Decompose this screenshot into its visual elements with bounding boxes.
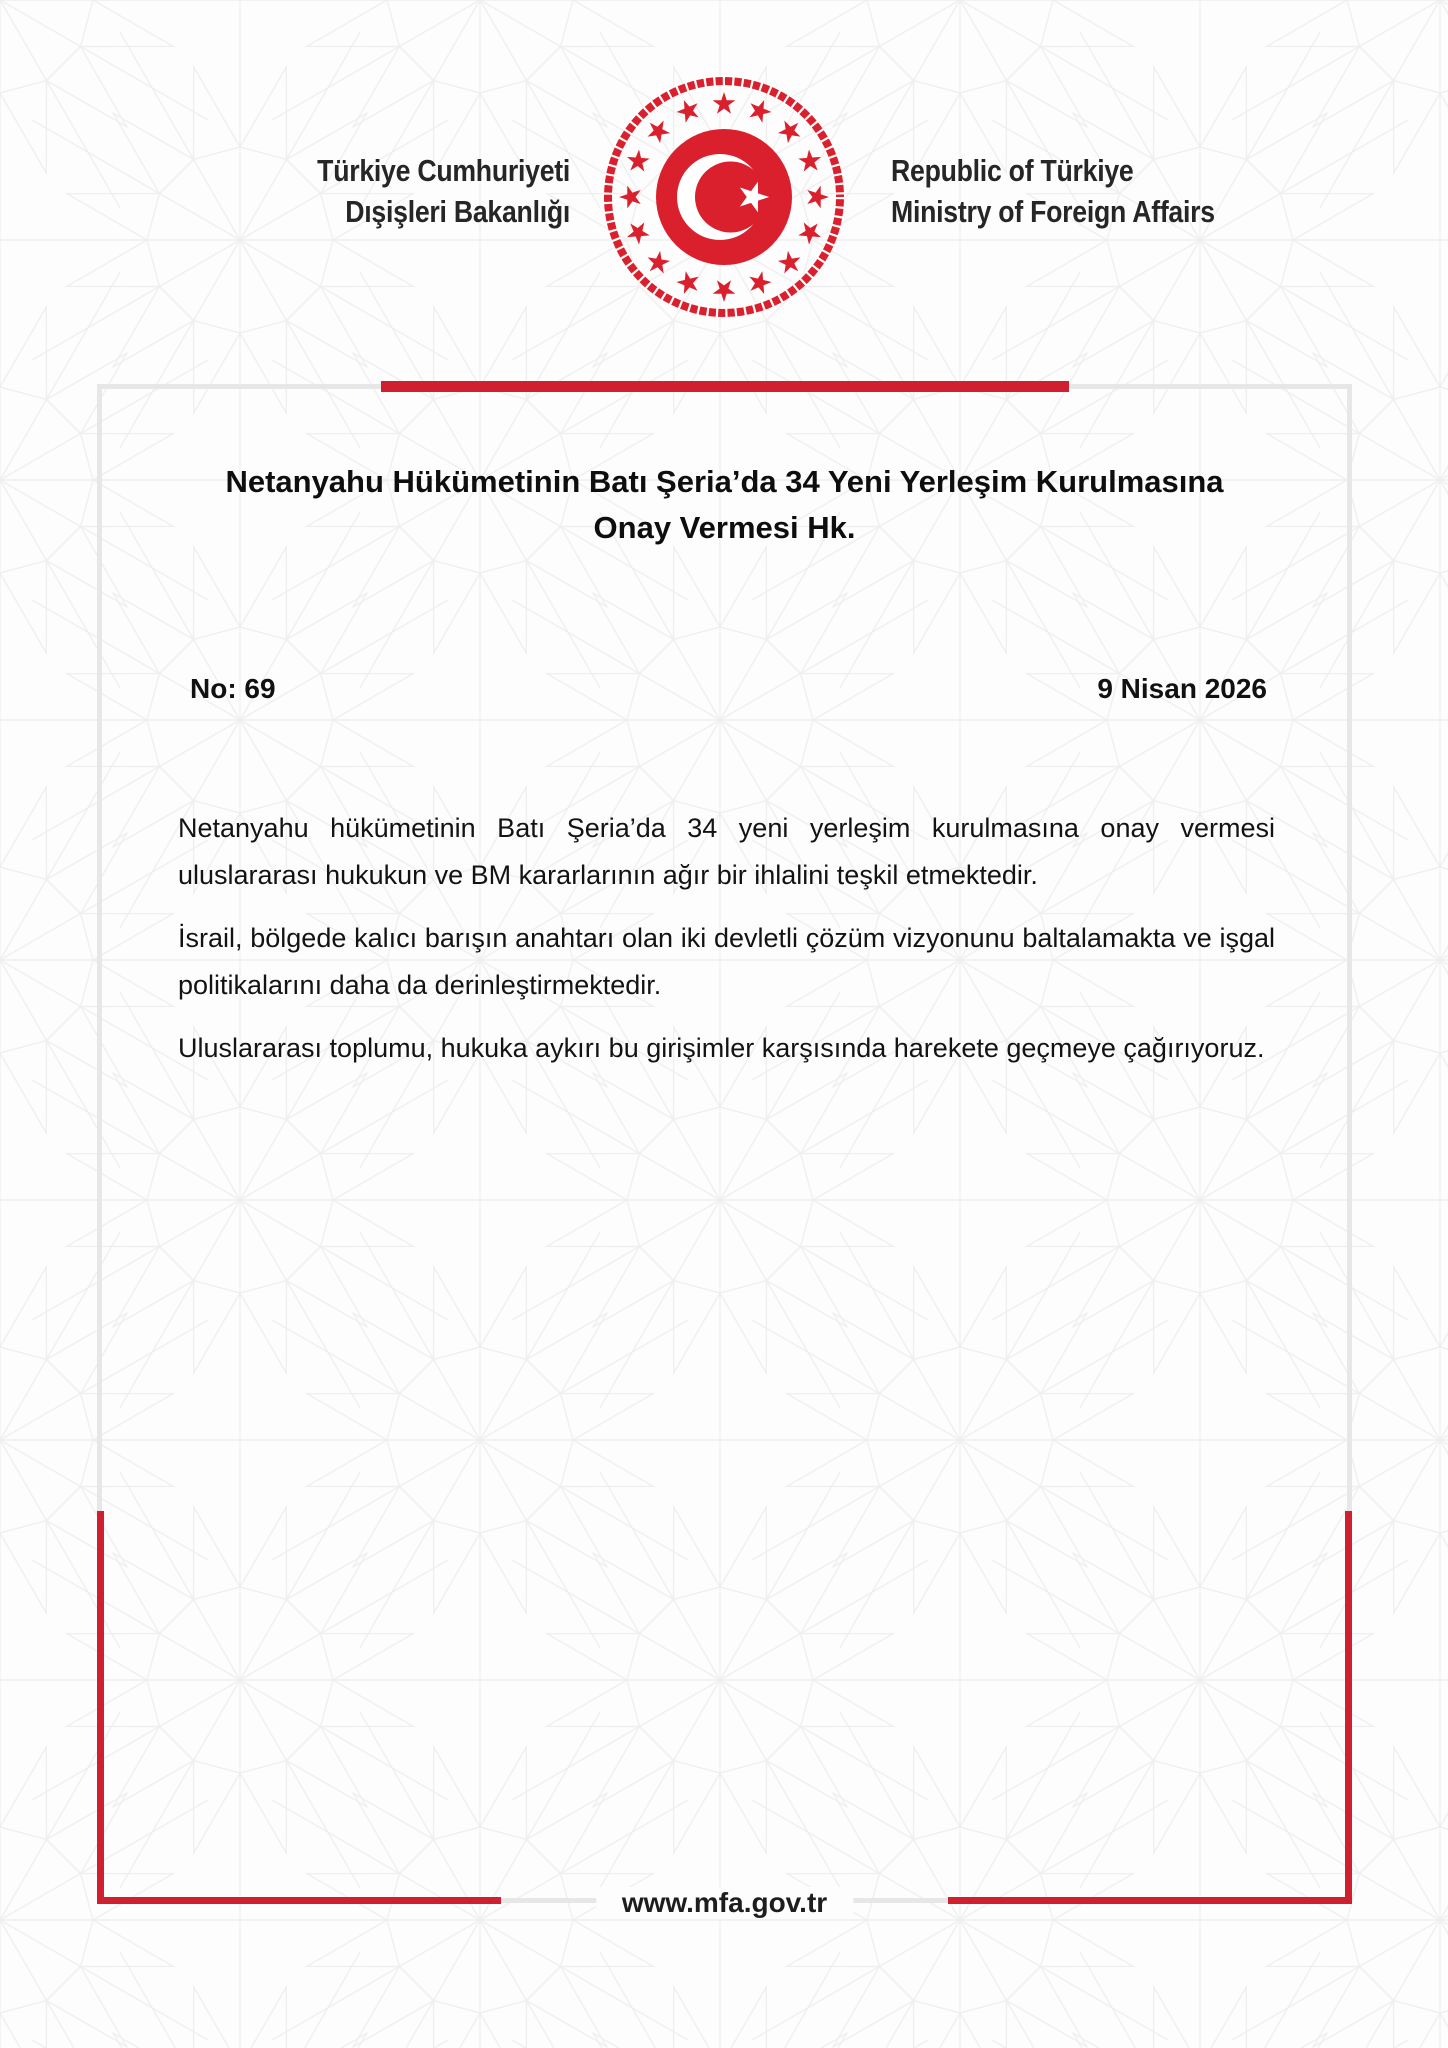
letterhead-english-line1: Republic of Türkiye [891,153,1134,188]
mfa-emblem-icon [601,74,847,320]
paragraph-2: İsrail, bölgede kalıcı barışın anahtarı olan iki devletli çözüm vizyonunu baltalamakta ve işgal politikalarını daha da derinleştirmektedir. [178,923,1275,1000]
document-title [162,459,1287,551]
top-red-accent-bar [381,381,1069,392]
document-body [178,805,1275,1072]
paragraph-3: Uluslararası toplumu, hukuka aykırı bu girişimler karşısında harekete geçmeye çağırıyoruz. [178,1033,1265,1063]
document-meta-row [190,673,1267,705]
document-number: No: 69 [190,673,276,704]
bottom-left-red-corner-horizontal [97,1897,501,1904]
bottom-right-red-corner-horizontal [948,1897,1352,1904]
letterhead-english-text [891,150,1215,232]
document-title-line1: Netanyahu Hükümetinin Batı Şeria’da 34 Yeni Yerleşim Kurulmasına [225,464,1224,499]
letterhead-turkish-line1: Türkiye Cumhuriyeti [317,153,570,188]
bottom-right-red-corner-vertical [1345,1511,1352,1903]
letterhead-english-line2: Ministry of Foreign Affairs [891,194,1215,229]
paragraph-1: Netanyahu hükümetinin Batı Şeria’da 34 yeni yerleşim kurulmasına onay vermesi uluslararası hukukun ve BM kararlarının ağır bir ihlalini teşkil etmektedir. [178,813,1275,890]
document-frame [97,384,1352,1918]
bottom-left-red-corner-vertical [97,1511,104,1903]
document-date: 9 Nisan 2026 [1097,673,1267,704]
document-title-line2: Onay Vermesi Hk. [593,510,856,545]
letterhead-turkish-line2: Dışişleri Bakanlığı [345,194,570,229]
footer-website-url: www.mfa.gov.tr [596,1887,853,1919]
letterhead-turkish-text [317,150,570,232]
